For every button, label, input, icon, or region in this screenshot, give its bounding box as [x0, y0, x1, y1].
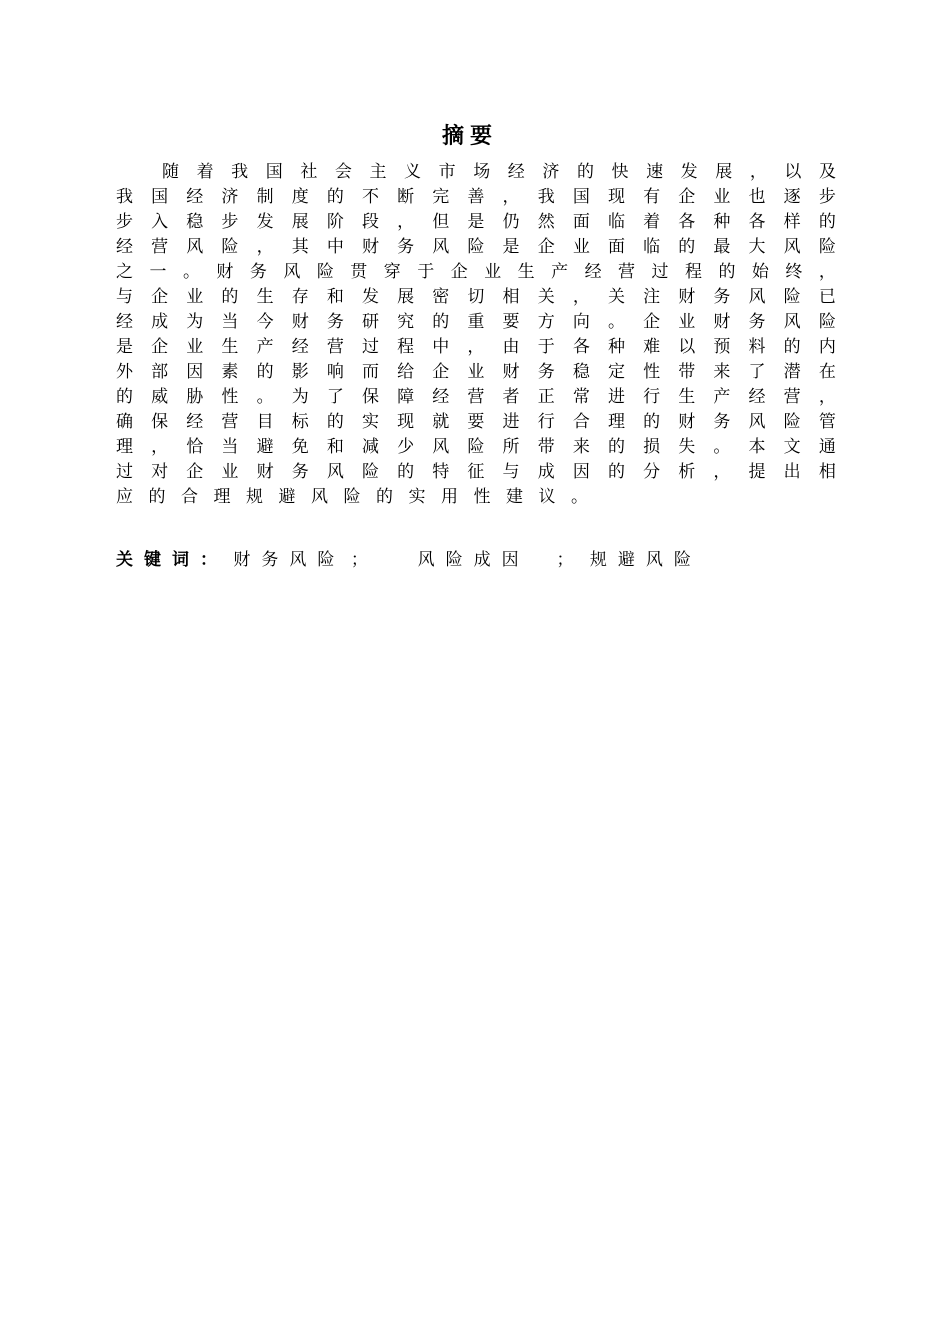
abstract-body: [116, 160, 836, 510]
keyword-separator: ；: [556, 550, 585, 570]
keywords-line: [116, 547, 702, 573]
abstract-line: 与 企 业 的 生 存 和 发 展 密 切 相 关 ， 关 注 财 务 风 险 已: [116, 287, 836, 307]
abstract-line: 之 一 。 财 务 风 险 贯 穿 于 企 业 生 产 经 营 过 程 的 始 终 ，: [116, 262, 836, 282]
abstract-line: 应 的 合 理 规 避 风 险 的 实 用 性 建 议 。: [116, 487, 588, 507]
abstract-line: 步 入 稳 步 发 展 阶 段 ， 但 是 仍 然 面 临 着 各 种 各 样 的: [116, 212, 836, 232]
keyword-2: 风险成因: [417, 550, 530, 570]
keyword-3: 规避风险: [589, 550, 702, 570]
abstract-line: 随 着 我 国 社 会 主 义 市 场 经 济 的 快 速 发 展 ， 以 及: [162, 162, 836, 182]
abstract-line: 我 国 经 济 制 度 的 不 断 完 善 ， 我 国 现 有 企 业 也 逐 步: [116, 187, 836, 207]
keywords-label: 关键词：: [116, 550, 228, 570]
abstract-line: 理 ， 恰 当 避 免 和 减 少 风 险 所 带 来 的 损 失 。 本 文 通: [116, 437, 836, 457]
abstract-line: 经 成 为 当 今 财 务 研 究 的 重 要 方 向 。 企 业 财 务 风 险: [116, 312, 836, 332]
abstract-line: 确 保 经 营 目 标 的 实 现 就 要 进 行 合 理 的 财 务 风 险 管: [116, 412, 836, 432]
abstract-line: 外 部 因 素 的 影 响 而 给 企 业 财 务 稳 定 性 带 来 了 潜 在: [116, 362, 836, 382]
abstract-title: 摘要: [441, 124, 498, 149]
abstract-line: 的 威 胁 性 。 为 了 保 障 经 营 者 正 常 进 行 生 产 经 营 ，: [116, 387, 836, 407]
keyword-1: 财务风险: [233, 550, 346, 570]
abstract-line: 是 企 业 生 产 经 营 过 程 中 ， 由 于 各 种 难 以 预 料 的 内: [116, 337, 836, 357]
keyword-separator: ；: [350, 550, 379, 570]
abstract-line: 经 营 风 险 ， 其 中 财 务 风 险 是 企 业 面 临 的 最 大 风 险: [116, 237, 836, 257]
abstract-line: 过 对 企 业 财 务 风 险 的 特 征 与 成 因 的 分 析 ， 提 出 相: [116, 462, 836, 482]
